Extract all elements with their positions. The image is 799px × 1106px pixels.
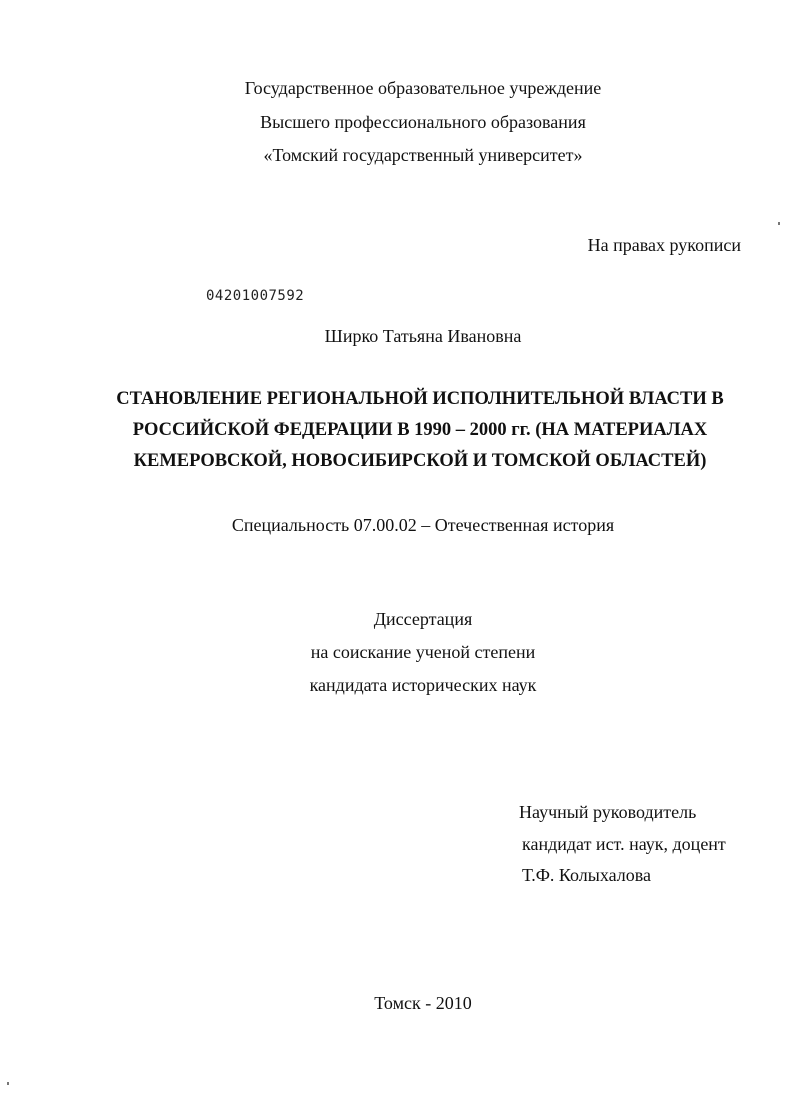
institution-line-1: Государственное образовательное учреждение	[244, 78, 602, 98]
institution-line-2: Высшего профессионального образования	[260, 112, 586, 132]
institution-line-3: «Томский государственный университет»	[263, 145, 583, 165]
rights-notice: На правах рукописи	[587, 235, 741, 255]
degree-line-3: кандидата исторических наук	[309, 675, 537, 695]
degree-line-2: на соискание ученой степени	[310, 642, 536, 662]
supervisor-label: Научный руководитель	[519, 802, 697, 822]
author-name: Ширко Татьяна Ивановна	[324, 326, 522, 346]
title-line-2: РОССИЙСКОЙ ФЕДЕРАЦИИ В 1990 – 2000 гг. (НА МАТЕРИАЛАХ	[132, 420, 708, 440]
title-line-1: СТАНОВЛЕНИЕ РЕГИОНАЛЬНОЙ ИСПОЛНИТЕЛЬНОЙ ВЛАСТИ В	[116, 389, 724, 409]
scan-speck	[778, 222, 780, 225]
specialty: Специальность 07.00.02 – Отечественная история	[231, 515, 615, 535]
place-and-year: Томск - 2010	[374, 993, 472, 1013]
degree-line-1: Диссертация	[373, 609, 473, 629]
supervisor-position: кандидат ист. наук, доцент	[522, 834, 726, 854]
title-line-3: КЕМЕРОВСКОЙ, НОВОСИБИРСКОЙ И ТОМСКОЙ ОБЛАСТЕЙ)	[133, 451, 707, 471]
catalog-number-stamp: 04201007592	[206, 288, 305, 304]
scan-speck	[7, 1082, 9, 1085]
supervisor-name: Т.Ф. Колыхалова	[522, 865, 652, 885]
dissertation-title	[60, 384, 780, 477]
